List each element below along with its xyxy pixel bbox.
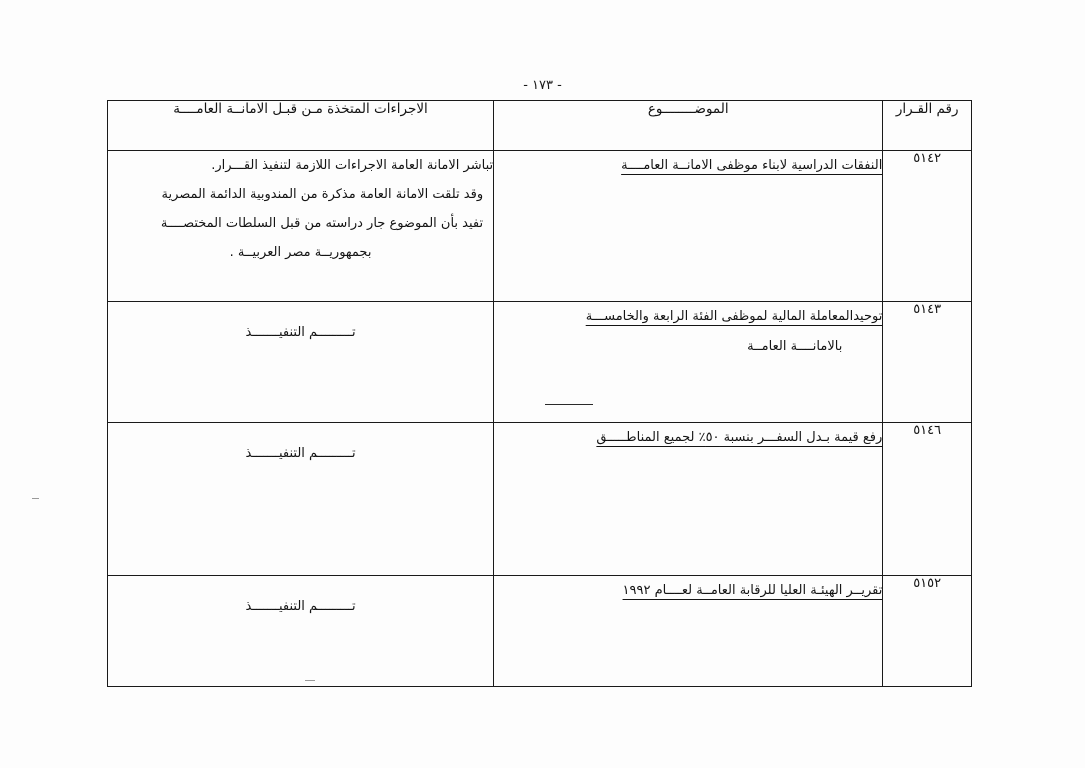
cell-actions xyxy=(108,151,494,302)
table-row xyxy=(108,302,972,423)
table-header-row xyxy=(108,101,972,151)
cell-subject xyxy=(494,423,883,576)
cell-subject xyxy=(494,576,883,687)
subject-line: بالامانــــة العامــة xyxy=(747,339,843,354)
action-line: بجمهوريــة مصر العربيــة . xyxy=(229,245,372,260)
header-actions: الاجراءات المتخذة مـن قبـل الامانــة العامــــة xyxy=(108,101,494,151)
table-row xyxy=(108,151,972,302)
cell-actions xyxy=(108,302,494,423)
subject-line: توحيدالمعاملة المالية لموظفى الفئة الرابعة والخامســـة xyxy=(585,309,883,324)
cell-actions xyxy=(108,576,494,687)
action-line: وقد تلقت الامانة العامة مذكرة من المندوبية الدائمة المصرية xyxy=(161,187,484,202)
decisions-table xyxy=(107,100,972,687)
table-row xyxy=(108,576,972,687)
scan-artifact xyxy=(32,498,39,499)
action-status: تـــــــــم التنفيـــــــذ xyxy=(245,325,356,340)
subject-line: تقريــر الهيئـة العليا للرقابة العامــة لعــــام ١٩٩٢ xyxy=(622,583,883,598)
action-line: تفيد بأن الموضوع جار دراسته من قبل السلطات المختصــــة xyxy=(160,216,484,231)
action-status: تـــــــــم التنفيـــــــذ xyxy=(245,446,356,461)
scan-artifact xyxy=(545,404,593,405)
action-line: تباشر الامانة العامة الاجراءات اللازمة لتنفيذ القـــرار. xyxy=(211,158,494,173)
cell-decision-number: ٥١٥٢ xyxy=(883,576,972,687)
cell-decision-number: ٥١٤٦ xyxy=(883,423,972,576)
cell-subject xyxy=(494,151,883,302)
cell-decision-number: ٥١٤٢ xyxy=(883,151,972,302)
subject-line: النفقات الدراسية لابناء موظفى الامانــة العامــــة xyxy=(621,158,883,173)
header-subject: الموضــــــــوع xyxy=(494,101,883,151)
subject-line: رفع قيمة بـدل السفـــر بنسبة ٥٠٪ لجميع المناطـــــق xyxy=(596,430,883,445)
cell-decision-number: ٥١٤٣ xyxy=(883,302,972,423)
cell-actions xyxy=(108,423,494,576)
header-decision-number: رقم القـرار xyxy=(883,101,972,151)
scan-artifact xyxy=(305,680,315,681)
table-row xyxy=(108,423,972,576)
action-status: تـــــــــم التنفيـــــــذ xyxy=(245,599,356,614)
page-number: - ١٧٣ - xyxy=(523,78,562,93)
